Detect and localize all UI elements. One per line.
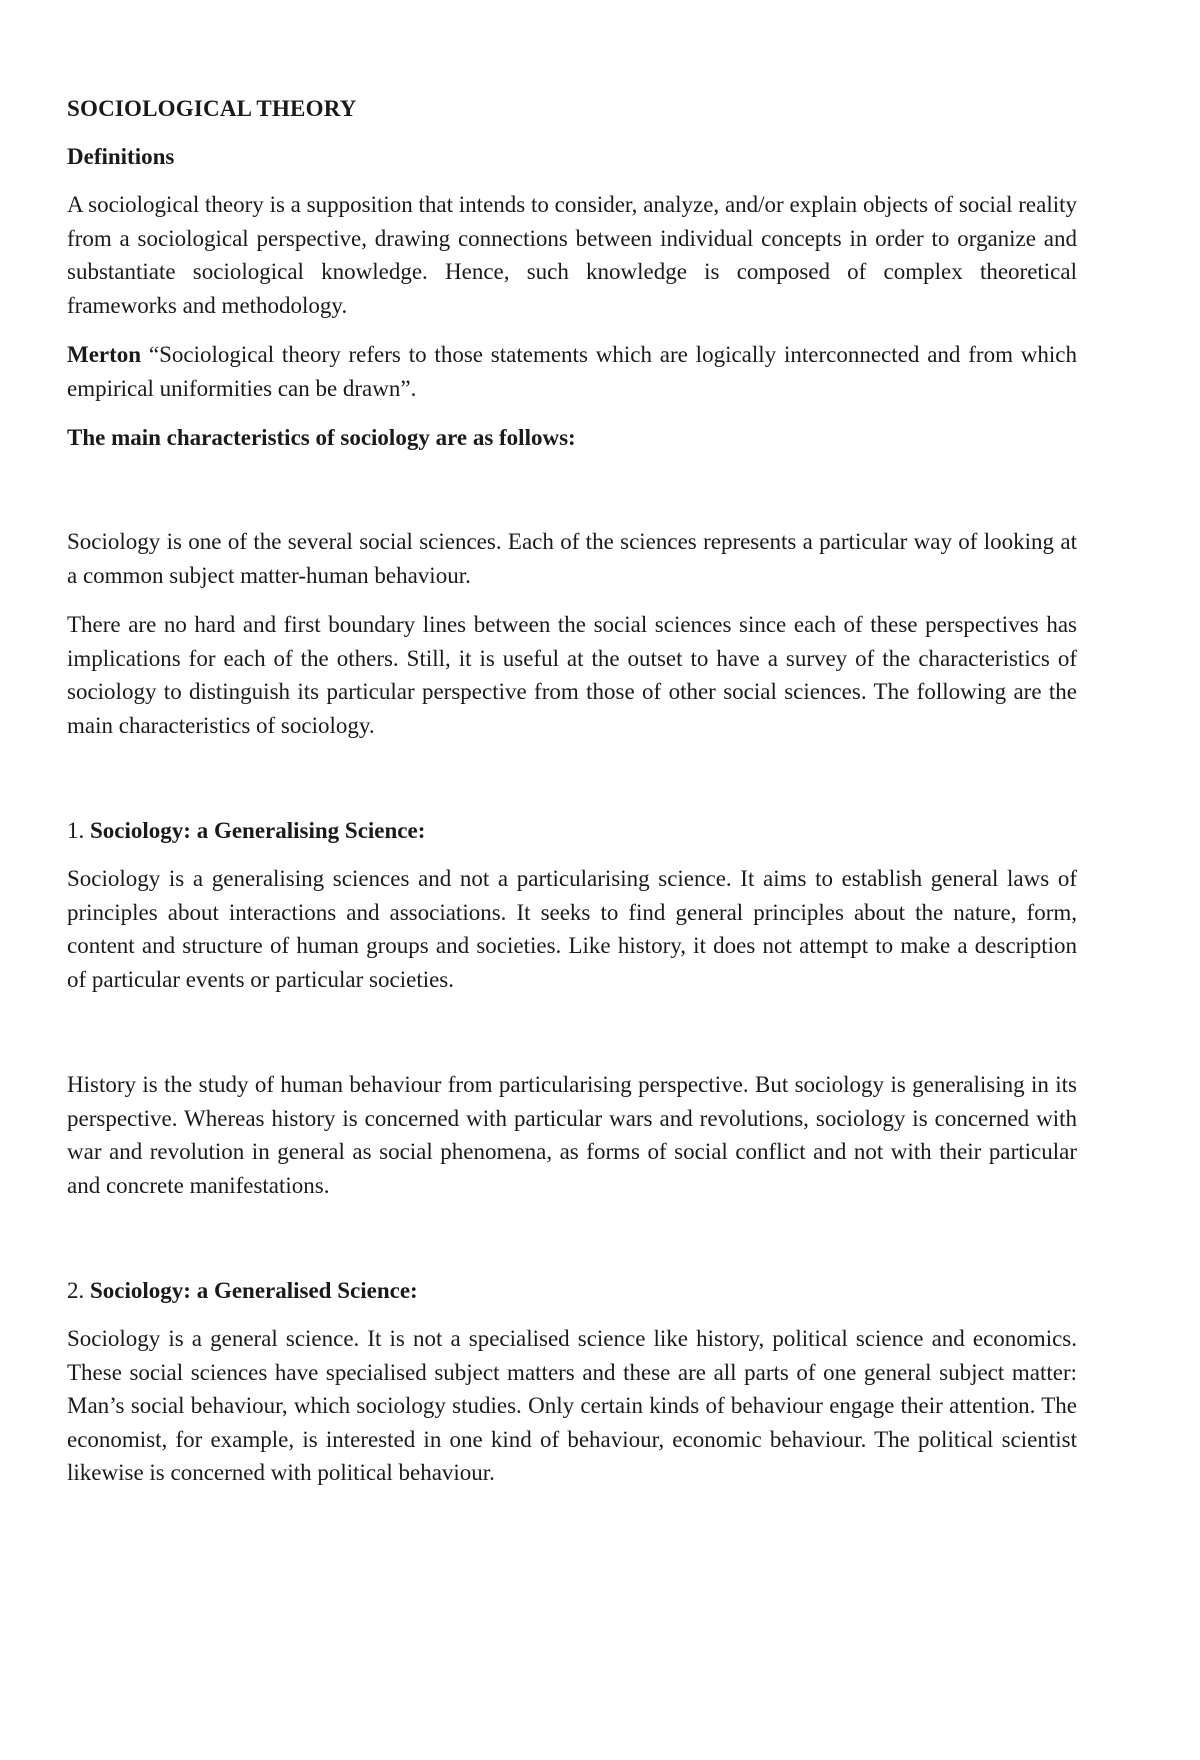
intro-paragraph-2: There are no hard and first boundary lines between the social sciences since each of these perspectives has implications for each of the others. Still, it is useful at the outset to have a survey of the characteristics of sociology to distinguish its particular perspective from those of other social sciences. The following are the main characteristics of sociology.	[67, 612, 1077, 738]
section-2-title: Sociology: a Generalised Science:	[90, 1278, 418, 1303]
section-1-heading	[67, 814, 1077, 848]
section-1-paragraph-1: Sociology is a generalising sciences and not a particularising science. It aims to establish general laws of principles about interactions and associations. It seeks to find general principles about the nature, form, content and structure of human groups and societies. Like history, it does not attempt to make a description of particular events or particular societies.	[67, 866, 1077, 992]
spacer	[67, 469, 1077, 525]
document-page	[67, 92, 1077, 1506]
section-2-heading	[67, 1274, 1077, 1308]
definition-paragraph: A sociological theory is a supposition that intends to consider, analyze, and/or explain objects of social reality from a sociological perspective, drawing connections between individual concepts in order to organize and substantiate sociological knowledge. Hence, such knowledge is composed of complex theoretical frameworks and methodology.	[67, 192, 1077, 318]
spacer	[67, 1218, 1077, 1274]
section-1-title: Sociology: a Generalising Science:	[90, 818, 426, 843]
merton-name: Merton	[67, 342, 142, 367]
section-2-paragraph-1: Sociology is a general science. It is not a specialised science like history, political science and economics. These social sciences have specialised subject matters and these are all parts of one general subject matter: Man’s social behaviour, which sociology studies. Only certain kinds of behaviour engage their attention. The economist, for example, is interested in one kind of behaviour, economic behaviour. The political scientist likewise is concerned with political behaviour.	[67, 1326, 1077, 1485]
section-1-paragraph-2: History is the study of human behaviour from particularising perspective. But sociology is generalising in its perspective. Whereas history is concerned with particular wars and revolutions, sociology is concerned with war and revolution in general as social phenomena, as forms of social conflict and not with their particular and concrete manifestations.	[67, 1072, 1077, 1198]
intro-paragraph-1: Sociology is one of the several social sciences. Each of the sciences represents a particular way of looking at a common subject matter-human behaviour.	[67, 529, 1077, 588]
merton-paragraph	[67, 338, 1077, 405]
characteristics-heading: The main characteristics of sociology are as follows:	[67, 425, 576, 450]
spacer	[67, 758, 1077, 814]
spacer	[67, 1012, 1077, 1068]
document-title: SOCIOLOGICAL THEORY	[67, 96, 357, 121]
merton-quote: “Sociological theory refers to those statements which are logically interconnected and from which empirical uniformities can be drawn”.	[67, 342, 1077, 401]
section-2-number: 2.	[67, 1278, 90, 1303]
section-1-number: 1.	[67, 818, 90, 843]
definitions-heading: Definitions	[67, 144, 175, 169]
